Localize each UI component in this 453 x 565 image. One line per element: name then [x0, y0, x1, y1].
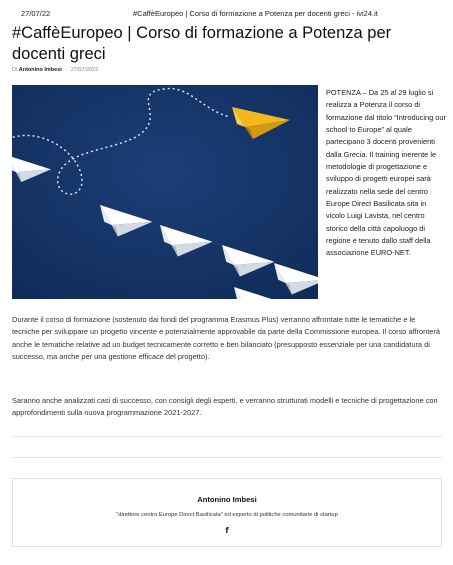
byline-prefix: Di: [12, 67, 18, 73]
author-box: [12, 478, 442, 547]
print-header: [0, 9, 453, 21]
divider: [12, 457, 442, 458]
print-page-title: #CaffèEuropeo | Corso di formazione a Potenza per docenti greci - ivi24.it: [133, 9, 378, 18]
post-title: #CaffèEuropeo | Corso di formazione a Potenza per docenti greci: [12, 24, 392, 63]
meta-separator: -: [65, 67, 68, 73]
facebook-icon[interactable]: f: [225, 526, 229, 535]
post-date: 27/07/2022: [70, 67, 99, 73]
intro-paragraph: POTENZA – Da 25 al 29 luglio si realizza a Potenza il corso di formazione dal titolo “Introducing our school to Europe” al quale partecipano 3 docenti provenienti dalla Grecia. Il training inerente le metodologie di progettazione e sviluppo di progetti europei sarà realizzato nella sede del centro Europe Direct Basilicata sita in vicolo Luigi Lavista, nel centro storico della città capoluogo di regione e tenuto dallo staff della associazione EURO-NET.: [326, 88, 446, 258]
author-link[interactable]: Antonino Imbesi: [18, 67, 62, 73]
body-paragraph-3: Saranno anche analizzati casi di successo, con consigli degli esperti, e verranno strutturati modelli e tecniche di progettazione con approfondimenti sulla nuova programmazione 2021-2027.: [12, 396, 438, 418]
print-date: 27/07/22: [21, 9, 51, 18]
hero-image: [12, 85, 318, 299]
divider: [12, 436, 442, 437]
body-paragraph-2: Durante il corso di formazione (sostenuto dai fondi del programma Erasmus Plus) verranno affrontate tutte le tematiche e le tecniche per sviluppare un progetto vincente e potenzialmente approvabile da parte della Commissione europea. Il corso affronterà anche le tematiche relative ad un budget tecnicamente corretto e ben bilanciato (presupposto essenziale per una candidatura di successo, ma anche per una gestione efficace del progetto).: [12, 315, 440, 362]
author-bio: "direttore centro Europe Direct Basilicata" ed esperto di politiche comunitarie di startup: [116, 512, 338, 518]
author-name[interactable]: Antonino Imbesi: [197, 495, 257, 504]
post-meta: [12, 67, 98, 73]
